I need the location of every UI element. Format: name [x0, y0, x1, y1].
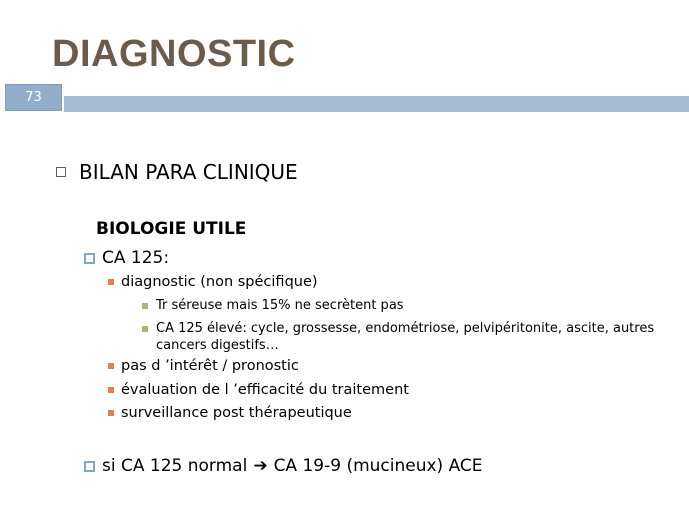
green-square-bullet-icon	[142, 326, 148, 332]
header-bar	[64, 96, 689, 112]
item2-text: pas d ’intérêt / pronostic	[121, 358, 299, 374]
box-bullet-icon	[84, 253, 95, 264]
slide-title: DIAGNOSTIC	[52, 33, 296, 75]
orange-square-bullet-icon	[108, 387, 114, 393]
orange-square-bullet-icon	[108, 363, 114, 369]
hollow-square-bullet-icon	[56, 167, 66, 177]
arrow-right-icon: ➔	[253, 456, 268, 476]
last-left-text: si CA 125 normal	[102, 456, 248, 476]
item4-text: surveillance post thérapeutique	[121, 405, 352, 421]
diag-line	[108, 274, 318, 290]
item2-line	[108, 358, 299, 374]
diag-text: diagnostic (non spécifique)	[121, 274, 318, 290]
item4-line	[108, 405, 352, 421]
heading-text: BILAN PARA CLINIQUE	[79, 160, 298, 184]
box-bullet-icon	[84, 461, 95, 472]
last-line	[84, 456, 483, 476]
ca125-label: CA 125:	[102, 248, 170, 268]
ca125-line	[84, 248, 169, 268]
sub2-text: CA 125 élevé: cycle, grossesse, endométriose, pelvipéritonite, ascite, autres cancers digestifs…	[156, 321, 655, 353]
sub2-line	[142, 320, 662, 354]
item3-line	[108, 382, 409, 398]
sub1-line	[142, 297, 662, 314]
orange-square-bullet-icon	[108, 279, 114, 285]
slide-number: 73	[5, 84, 62, 111]
sub1-text: Tr séreuse mais 15% ne secrètent pas	[156, 298, 404, 313]
heading-line	[56, 160, 298, 184]
item3-text: évaluation de l ’efficacité du traitement	[121, 382, 409, 398]
biology-title: BIOLOGIE UTILE	[96, 219, 247, 239]
green-square-bullet-icon	[142, 303, 148, 309]
orange-square-bullet-icon	[108, 410, 114, 416]
last-right-text: CA 19-9 (mucineux) ACE	[273, 456, 483, 476]
